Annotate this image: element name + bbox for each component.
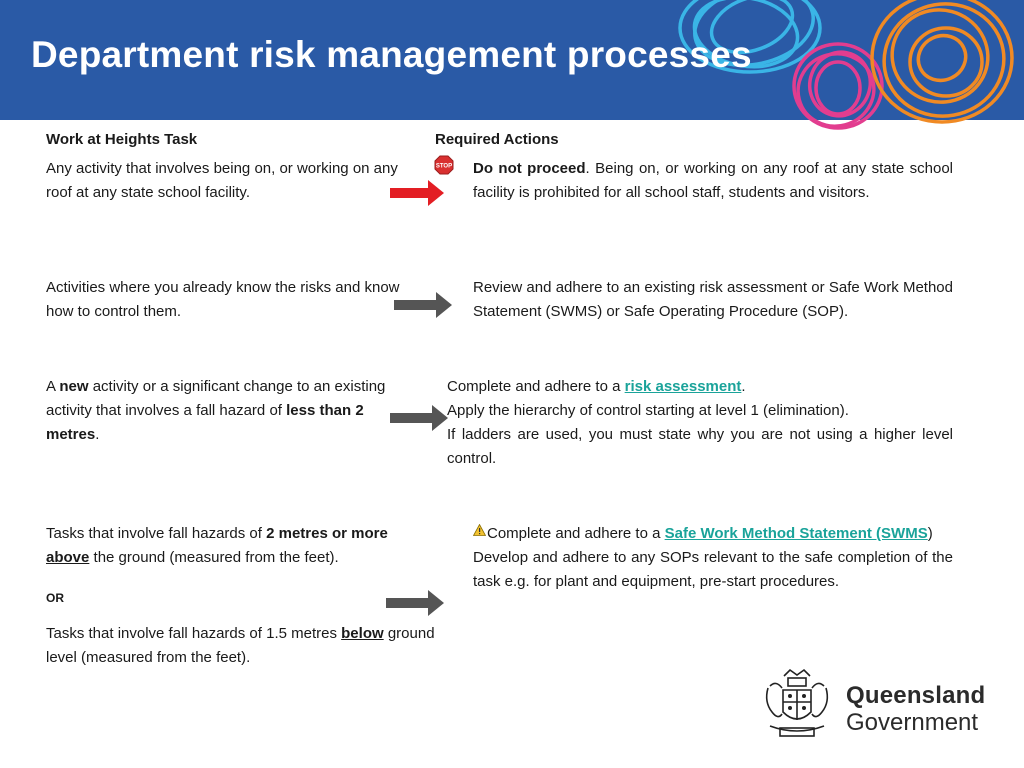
row3-action-line1 — [447, 375, 953, 399]
row4-task2-below: below — [341, 625, 384, 642]
row3-action-line3: If ladders are used, you must state why you are not using a higher level control. — [447, 426, 953, 467]
row4-task1-bold: 2 metres or more — [266, 525, 388, 542]
grey-arrow-icon — [386, 590, 444, 616]
row4-action-link-end: ) — [927, 525, 933, 542]
warning-icon — [473, 524, 486, 536]
row4-task1-above: above — [46, 549, 90, 566]
row4-action-line2: Develop and adhere to any SOPs relevant to the safe completion of the task e.g. for plant and equipment, pre-start procedures. — [473, 549, 953, 590]
row1-action-rest: . Being on, or working on any roof at any state school facility is prohibited for all school staff, students and visitors. — [473, 160, 953, 201]
risk-assessment-link[interactable]: risk assessment — [624, 378, 742, 395]
row3-action-l1-pre: Complete and adhere to a — [447, 378, 625, 395]
row4-action-line1 — [473, 522, 953, 546]
logo-government-text: Government — [846, 709, 979, 736]
row3-task-bold: less than 2 metres — [46, 402, 364, 443]
row4-task1 — [46, 522, 426, 570]
row4-task1-end: the ground (measured from the feet). — [89, 549, 339, 566]
row3-action — [447, 375, 953, 471]
column-header-actions: Required Actions — [435, 131, 559, 148]
row3-action-line2: Apply the hierarchy of control starting at level 1 (elimination). — [447, 402, 849, 419]
grey-arrow-icon — [394, 292, 452, 318]
row4-task2-end: ground level (measured from the feet). — [46, 625, 435, 666]
page-title: Department risk management processes — [31, 34, 752, 75]
svg-text:STOP: STOP — [435, 163, 453, 170]
row3-task-new: new — [59, 378, 89, 395]
row4-action — [473, 522, 953, 594]
row4-task1-a: Tasks that involve fall hazards of — [46, 525, 267, 542]
row3-task — [46, 375, 418, 447]
row3-task-a: A — [46, 378, 60, 395]
logo-queensland-text: Queensland — [846, 682, 986, 709]
row3-task-end: . — [95, 426, 100, 443]
row4-action-pre: Complete and adhere to a — [487, 525, 665, 542]
column-header-task: Work at Heights Task — [46, 131, 198, 148]
row4-task2-a: Tasks that involve fall hazards of 1.5 metres — [46, 625, 342, 642]
row1-task: Any activity that involves being on, or working on any roof at any state school facility. — [46, 160, 398, 201]
swms-link[interactable]: Safe Work Method Statement (SWMS — [664, 525, 928, 542]
coat-of-arms-icon — [762, 668, 832, 742]
red-arrow-icon — [390, 180, 444, 206]
row1-action — [473, 157, 953, 205]
or-label: OR — [46, 591, 64, 605]
row3-action-l1-end: . — [741, 378, 746, 395]
queensland-government-logo — [762, 668, 986, 744]
row4-task2 — [46, 622, 438, 670]
row3-task-b: activity or a significant change to an existing activity that involves a fall hazard of — [46, 378, 386, 419]
row2-action: Review and adhere to an existing risk assessment or Safe Work Method Statement (SWMS) or Safe Operating Procedure (SOP). — [473, 279, 953, 320]
row2-task: Activities where you already know the risks and know how to control them. — [46, 279, 400, 320]
stop-sign-icon — [434, 155, 454, 175]
do-not-proceed-text: Do not proceed — [473, 160, 586, 177]
scribble-circles-decoration — [640, 0, 1024, 160]
